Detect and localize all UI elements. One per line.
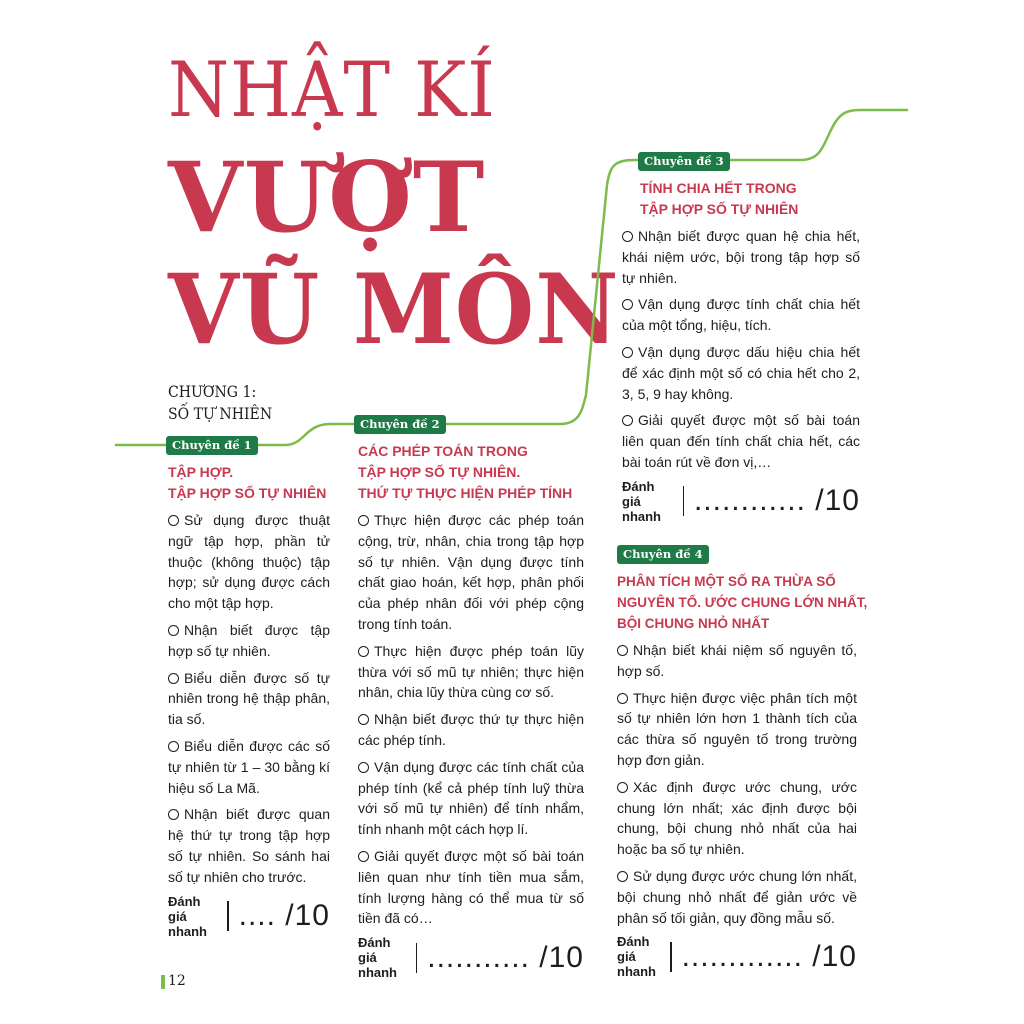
topic-title-line: TẬP HỢP SỐ TỰ NHIÊN. — [358, 464, 521, 480]
score-label-line: Đánh giá — [168, 893, 201, 924]
checklist-item — [168, 668, 330, 730]
item-text: Vận dụng được dấu hiệu chia hết để xác định một số có chia hết cho 2, 3, 5, 9 hay không. — [622, 343, 860, 402]
checklist-item — [617, 688, 857, 771]
item-text: Biểu diễn được các số tự nhiên từ 1 – 30 bằng kí hiệu số La Mã. — [168, 737, 330, 796]
checklist-item — [358, 641, 584, 703]
checkbox-circle-icon[interactable] — [617, 693, 628, 704]
item-text: Xác định được ước chung, ước chung lớn nhất; xác định được bội chung, bội chung nhỏ nhất của hai hoặc ba số tự nhiên. — [617, 778, 857, 858]
checkbox-circle-icon[interactable] — [168, 809, 179, 820]
divider — [416, 943, 417, 973]
title-line-1: NHẬT KÍ — [168, 45, 496, 134]
score-label-line: Đánh giá — [622, 478, 655, 509]
checkbox-circle-icon[interactable] — [622, 299, 633, 310]
item-text: Nhận biết được quan hệ chia hết, khái niệm ước, bội trong tập hợp số tự nhiên. — [622, 228, 860, 286]
quick-assessment-label — [617, 934, 664, 979]
checkbox-circle-icon[interactable] — [358, 762, 369, 773]
checklist-item — [358, 757, 584, 840]
checklist-item — [358, 510, 584, 635]
quick-assessment — [617, 934, 857, 979]
checklist-item — [622, 294, 860, 336]
item-text: Vận dụng được các tính chất của phép tính (kể cả phép tính luỹ thừa với số mũ tự nhiên) để tính nhẩm, tính nhanh một cách hợp lí. — [358, 758, 584, 838]
item-text: Biểu diễn được số tự nhiên trong hệ thập phân, tia số. — [168, 669, 330, 728]
checklist-item — [617, 866, 857, 928]
checklist-item — [617, 777, 857, 860]
item-text: Nhận biết được thứ tự thực hiện các phép tính. — [358, 711, 584, 748]
checkbox-circle-icon[interactable] — [358, 515, 369, 526]
item-text: Giải quyết được một số bài toán liên quan như tính tiền mua sắm, tính lượng hàng có thể mua từ số tiền đã có… — [358, 847, 584, 927]
item-text: Sử dụng được thuật ngữ tập hợp, phần tử thuộc (không thuộc) tập hợp; sử dụng được cách cho một tập hợp. — [168, 512, 330, 612]
checkbox-circle-icon[interactable] — [617, 782, 628, 793]
checklist-item — [358, 709, 584, 751]
chapter-number: CHƯƠNG 1: — [168, 382, 257, 401]
topic-title-line: TÍNH CHIA HẾT TRONG — [640, 180, 797, 196]
checkbox-circle-icon[interactable] — [358, 851, 369, 862]
score-label-line: nhanh — [358, 965, 397, 981]
checkbox-circle-icon[interactable] — [622, 231, 633, 242]
item-text: Thực hiện được phép toán lũy thừa với số mũ tự nhiên; thực hiện nhân, chia lũy thừa cùng cơ số. — [358, 642, 584, 701]
quick-assessment-label — [168, 894, 221, 939]
quick-assessment-label — [622, 479, 677, 524]
checkbox-circle-icon[interactable] — [168, 515, 179, 526]
quick-assessment — [358, 935, 584, 980]
topic-1 — [168, 462, 330, 939]
score-label-line: nhanh — [168, 923, 207, 939]
checkbox-circle-icon[interactable] — [622, 347, 633, 358]
checkbox-circle-icon[interactable] — [622, 415, 633, 426]
topic-title — [168, 462, 330, 504]
badge-topic-1: Chuyên đề 1 — [166, 436, 258, 455]
checkbox-circle-icon[interactable] — [168, 741, 179, 752]
item-text: Nhận biết được tập hợp số tự nhiên. — [168, 621, 330, 659]
topic-title — [640, 178, 860, 220]
quick-assessment-label — [358, 935, 410, 980]
item-text: Nhận biết được quan hệ thứ tự trong tập hợp số tự nhiên. So sánh hai số tự nhiên cho trước. — [168, 806, 330, 885]
checkbox-circle-icon[interactable] — [168, 625, 179, 636]
topic-title-line: TẬP HỢP SỐ TỰ NHIÊN — [640, 201, 799, 217]
checklist-item — [358, 846, 584, 929]
score-label-line: nhanh — [617, 964, 656, 980]
checklist-item — [622, 410, 860, 472]
title-line-3: VŨ MÔN — [168, 253, 620, 366]
title-line-2: VƯỢT — [168, 141, 486, 254]
checklist-item — [622, 226, 860, 288]
topic-4 — [617, 571, 868, 980]
page-number-marker — [161, 975, 165, 989]
checkbox-circle-icon[interactable] — [617, 645, 628, 656]
checkbox-circle-icon[interactable] — [358, 646, 369, 657]
topic-3 — [622, 178, 860, 524]
quick-assessment — [168, 894, 330, 939]
topic-title-line: THỨ TỰ THỰC HIỆN PHÉP TÍNH — [358, 485, 573, 501]
item-text: Vận dụng được tính chất chia hết của một tổng, hiệu, tích. — [622, 296, 860, 334]
checklist-item — [168, 620, 330, 662]
topic-title-line: PHÂN TÍCH MỘT SỐ RA THỪA SỐ — [617, 574, 836, 589]
divider — [683, 486, 684, 516]
topic-title-line: CÁC PHÉP TOÁN TRONG — [358, 443, 528, 459]
score-field[interactable]: ............. /10 — [681, 939, 857, 973]
divider — [227, 901, 228, 931]
topic-title-line: TẬP HỢP. — [168, 464, 234, 480]
checkbox-circle-icon[interactable] — [617, 871, 628, 882]
topic-2 — [358, 441, 584, 980]
checklist-item — [617, 640, 857, 682]
item-text: Thực hiện được các phép toán cộng, trừ, nhân, chia trong tập hợp số tự nhiên. Vận dụng được tính chất giao hoán, kết hợp, phân phối của phép nhân đối với phép cộng trong tính toán. — [358, 512, 584, 632]
divider — [670, 942, 671, 972]
score-label-line: nhanh — [622, 508, 661, 524]
item-text: Giải quyết được một số bài toán liên quan đến tính chất chia hết, các bài toán rút về đơn vị,… — [622, 412, 860, 470]
checklist-item — [622, 342, 860, 404]
quick-assessment — [622, 479, 860, 524]
checklist-item — [168, 804, 330, 887]
badge-topic-2: Chuyên đề 2 — [354, 415, 446, 434]
score-field[interactable]: ........... /10 — [427, 940, 584, 974]
topic-title — [617, 571, 868, 634]
checkbox-circle-icon[interactable] — [168, 673, 179, 684]
badge-topic-3: Chuyên đề 3 — [638, 152, 730, 171]
badge-topic-4: Chuyên đề 4 — [617, 545, 709, 564]
chapter-title: SỐ TỰ NHIÊN — [168, 404, 273, 423]
item-text: Thực hiện được việc phân tích một số tự nhiên lớn hơn 1 thành tích của các thừa số nguyên tố trong trường hợp đơn giản. — [617, 689, 857, 768]
topic-title-line: BỘI CHUNG NHỎ NHẤT — [617, 616, 770, 631]
item-text: Nhận biết khái niệm số nguyên tố, hợp số. — [617, 642, 857, 679]
topic-title-line: TẬP HỢP SỐ TỰ NHIÊN — [168, 485, 327, 501]
score-label-line: Đánh giá — [358, 935, 391, 966]
score-label-line: Đánh giá — [617, 934, 650, 965]
topic-title — [358, 441, 584, 504]
checklist-item — [168, 510, 330, 614]
checklist-item — [168, 736, 330, 798]
item-text: Sử dụng được ước chung lớn nhất, bội chung nhỏ nhất để giản ước về phân số tối giản, quy đồng mẫu số. — [617, 867, 857, 926]
checkbox-circle-icon[interactable] — [358, 714, 369, 725]
page-number: 12 — [168, 973, 186, 989]
score-field[interactable]: ............ /10 — [693, 484, 860, 518]
topic-title-line: NGUYÊN TỐ. ƯỚC CHUNG LỚN NHẤT, — [617, 595, 868, 610]
score-field[interactable]: .... /10 — [238, 899, 330, 933]
